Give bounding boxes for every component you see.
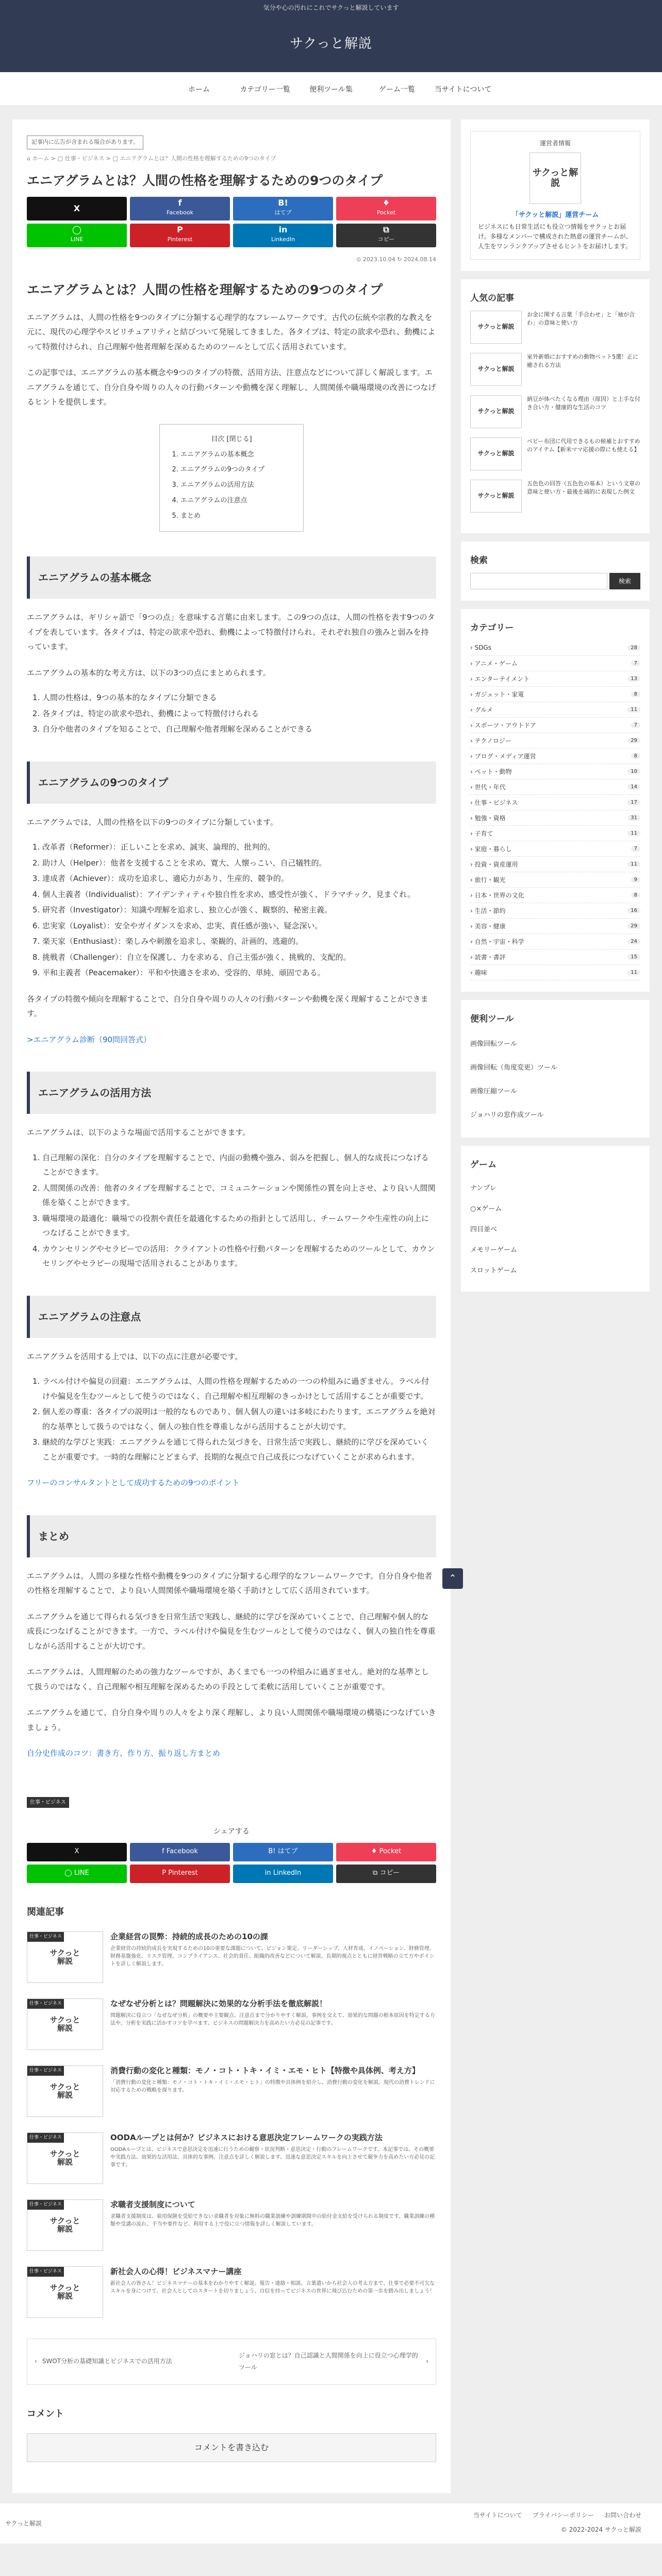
popular-item[interactable] <box>470 437 640 474</box>
category-item[interactable] <box>470 826 640 841</box>
thumb-logo: サクっと解説 <box>49 2283 80 2301</box>
category-item[interactable] <box>470 779 640 795</box>
tools-list <box>470 1031 640 1126</box>
post-navigation <box>27 2338 436 2385</box>
popular-item[interactable] <box>470 353 640 390</box>
share-button[interactable] <box>336 197 436 221</box>
related-thumbnail <box>27 2266 103 2318</box>
category-count: 28 <box>627 645 640 651</box>
share-button[interactable] <box>27 224 127 247</box>
nav-home[interactable]: ホーム <box>188 85 210 94</box>
category-badge: 仕事・ビジネス <box>27 2200 64 2210</box>
share-button[interactable] <box>336 224 436 247</box>
category-count: 7 <box>631 660 640 666</box>
paragraph: エニアグラムは、ギリシャ語で「9つの点」を意味する言葉に由来します。この9つの点は、人間の性格を表す9つのタイプを表しています。各タイプは、特定の欲求や恐れ、動機によって特徴付けられ、それぞれ独自の強みと弱みを持っています。 <box>27 613 435 652</box>
search-form <box>470 573 640 589</box>
category-badge: 仕事・ビジネス <box>27 2267 64 2277</box>
paragraph: エニアグラムを通じて得られる気づきを日常生活で実践し、継続的に学びを深めていくことで、自己理解や個人的な成長につなげることができます。一方で、ラベル付けや偏見を生むツールとして使うのではなく、個人の独自性を尊重しながら活用することが大切です。 <box>27 1612 436 1651</box>
share-icon: f <box>178 198 182 208</box>
popular-title: 納豆が体べたくなる理由（原因）と上手な付き合い方・健康的な生活のコツ <box>527 395 640 411</box>
category-count: 8 <box>631 892 640 898</box>
prev-post-link[interactable] <box>27 2339 231 2384</box>
next-post-title: ジョハリの窓とは？自己認識と人間関係を向上に役立つ心理学的ツール <box>239 2352 418 2371</box>
share-label: LinkedIn <box>271 236 295 243</box>
category-item[interactable] <box>470 872 640 888</box>
popular-title: 人気の記事 <box>470 293 514 303</box>
category-name: › グルメ <box>470 706 493 714</box>
section-heading: エニアグラムの基本概念 <box>27 556 436 599</box>
list-item: 9. 平和主義者（Peacemaker）：平和や快適さを求め、受容的、単純、頑固である。 <box>42 965 436 980</box>
diagnosis-link[interactable]: >エニアグラム診断（90問回答式） <box>27 1035 152 1044</box>
paragraph: エニアグラムを活用する上では、以下の点に注意が必要です。 <box>27 1351 243 1361</box>
category-badge: 仕事・ビジネス <box>27 2066 64 2076</box>
related-thumbnail <box>27 1998 103 2050</box>
toc-item[interactable]: 3. エニアグラムの活用方法 <box>180 478 293 493</box>
popular-title: ベビー布団に代用できるもの候補とおすすめのアイテム【新米ママ応援の際にも使える】 <box>527 437 640 453</box>
category-count: 7 <box>631 722 640 728</box>
category-name: › 生活・節約 <box>470 907 506 914</box>
scroll-top-button[interactable] <box>442 1568 463 1589</box>
category-item[interactable] <box>470 903 640 919</box>
share-icon: ◯ <box>72 225 81 235</box>
related-excerpt: 問題解決に役立つ「なぜなぜ分析」の概要や主要観点、注意点まで分かりやすく解説。事例を交えて、効果的な問題の根本原因を特定する方法や、分析を実践に活かすコツを学べます。ビジネスの問題解決力を高めたい方必見の記事です。 <box>110 2012 435 2026</box>
list-item: 6. 忠実家（Loyalist）：安全やガイダンスを求め、忠実、責任感が強い、疑念深い。 <box>42 919 436 934</box>
popular-list <box>470 311 640 517</box>
share-button[interactable]: X <box>27 1843 127 1861</box>
category-name: › スポーツ・アウトドア <box>470 721 536 729</box>
category-item[interactable] <box>470 687 640 702</box>
operator-name[interactable]: 「サクッと解説」運営チーム <box>511 211 599 219</box>
related-thumbnail <box>27 2132 103 2184</box>
share-button[interactable]: f Facebook <box>130 1843 230 1861</box>
category-badge: 仕事・ビジネス <box>27 2133 64 2143</box>
section-heading: エニアグラムの注意点 <box>27 1296 436 1338</box>
games-title: ゲーム <box>470 1159 496 1170</box>
category-count: 24 <box>627 939 640 944</box>
list-item: 1. 改革者（Reformer）：正しいことを求め、誠実、論理的、批判的。 <box>42 840 436 855</box>
toc-item[interactable]: 5. まとめ <box>180 509 293 524</box>
related-excerpt: 求職者支援制度は、雇用保険を受給できない求職者を対象に無料の職業訓練や訓練期間中の給付金支給を受けられる制度です。職業訓練の種類や受講の流れ、手当や要件など、利用する上で役に立つ情報を詳しく解説しています。 <box>110 2213 435 2227</box>
related-item[interactable] <box>27 2065 436 2122</box>
popular-thumbnail: サクっと解説 <box>470 311 522 344</box>
category-count: 11 <box>627 970 640 975</box>
footer-nav <box>473 2511 641 2519</box>
paragraph: エニアグラムは、以下のような場面で活用することができます。 <box>27 1128 251 1138</box>
category-item[interactable] <box>470 733 640 749</box>
share-bottom <box>27 1843 436 1883</box>
toc-item[interactable]: 4. エニアグラムの注意点 <box>180 493 293 509</box>
paragraph: エニアグラムでは、人間の性格を以下の9つのタイプに分類しています。 <box>27 817 278 827</box>
related-excerpt: 「消費行動の変化と種類：モノ・コト・トキ・イミ・エモ・ヒト」の特徴や具体例を紹介し、消費行動の変化を解説。現代の消費トレンドに対応するための戦略を探ります。 <box>110 2079 435 2093</box>
global-nav <box>0 72 662 106</box>
category-item[interactable] <box>470 795 640 810</box>
share-label: Pocket <box>376 209 396 216</box>
share-title: シェアする <box>213 1827 250 1836</box>
share-label: LINE <box>70 236 84 243</box>
post-dates: ⊙ 2023.10.04 ↻ 2024.08.14 <box>356 256 436 263</box>
category-count: 8 <box>631 691 640 697</box>
list-item: 3. 自分や他者のタイプを知ることで、自己理解や他者理解を深めることができる <box>42 722 436 737</box>
share-label: Pinterest <box>167 236 193 243</box>
category-item[interactable] <box>470 702 640 718</box>
toc-item[interactable]: 2. エニアグラムの9つのタイプ <box>180 462 293 478</box>
share-icon: P <box>177 225 183 235</box>
related-text <box>110 2065 436 2122</box>
list-item: 1. ラベル付けや偏見の回避：エニアグラムは、人間の性格を理解するための一つの枠組みに過ぎません。ラベル付けや偏見を生むツールとして使うのではなく、自己理解や相互理解のきっかけとして活用することが重要です。 <box>42 1374 436 1403</box>
tool-link[interactable]: 画像回転ツール <box>470 1040 517 1048</box>
tool-link[interactable]: ジョハリの窓作成ツール <box>470 1111 544 1120</box>
paragraph: エニアグラムは、人間の多様な性格や動機を9つのタイプに分類する心理学的なフレームワークです。自分自身や他者の性格を理解することで、より良い人間関係や職場環境を築く手助けとして広く活用されています。 <box>27 1571 433 1596</box>
related-title: 関連記事 <box>27 1906 64 1918</box>
nav-games[interactable]: ゲーム一覧 <box>379 85 415 94</box>
list-item: 2. 個人差の尊重：各タイプの説明は一般的なものであり、個人個人の違いは多岐にわたります。エニアグラムを絶対的な基準として扱うのではなく、個人の独自性を尊重しながら活用することが大切です。 <box>42 1404 436 1434</box>
category-count: 15 <box>627 954 640 960</box>
game-link[interactable]: 四目並べ <box>470 1226 498 1234</box>
category-item[interactable] <box>470 857 640 872</box>
related-text <box>110 1998 436 2055</box>
chevron-up-icon: ⌃ <box>449 1573 457 1584</box>
popular-title: お金に関する言葉「手合わせ」と「袖が合わ」の意味と使い方 <box>527 311 635 326</box>
share-label: Facebook <box>167 209 193 216</box>
category-name: › 美容・健康 <box>470 922 506 930</box>
category-name: › 勉強・資格 <box>470 814 506 822</box>
tool-link[interactable]: 画像回転（角度変更）ツール <box>470 1064 557 1072</box>
site-header <box>0 15 662 72</box>
section-heading: エニアグラムの活用方法 <box>27 1072 436 1114</box>
share-button[interactable] <box>130 224 230 247</box>
category-name: › 日本・世界の文化 <box>470 891 524 899</box>
category-count: 11 <box>627 861 640 867</box>
category-name: › ペット・動物 <box>470 768 512 775</box>
category-name: › 世代・年代 <box>470 783 506 791</box>
operator-logo-text: サクっと解説 <box>532 167 578 189</box>
related-item[interactable] <box>27 2266 436 2323</box>
category-name: › 仕事・ビジネス <box>470 799 518 806</box>
share-button[interactable] <box>233 197 333 221</box>
category-count: 9 <box>631 877 640 883</box>
share-button[interactable]: in LinkedIn <box>233 1865 333 1883</box>
popular-item[interactable] <box>470 480 640 517</box>
popular-item[interactable] <box>470 311 640 348</box>
related-excerpt: OODAループとは、ビジネスで意思決定を迅速に行うための観察・状況判断・意思決定・行動のフレームワークです。本記事では、その概要や実践方法、効果的な活用法、具体的な事例、注意点を詳しく解説します。迅速な意思決定スキルを向上させて競争力を高めたい方必見の記事です。 <box>110 2146 435 2168</box>
top-tagline: 気分や心の汚れにこれでサクっと解説しています <box>0 0 662 15</box>
copyright: © 2022-2024 サクっと解説 <box>560 2526 641 2534</box>
popular-thumbnail: サクっと解説 <box>470 437 522 470</box>
paragraph: エニアグラムを通じて、自分自身や周りの人々をより深く理解し、より良い人間関係や職場環境の構築につなげていきましょう。 <box>27 1708 436 1732</box>
tools-title: 便利ツール <box>470 1013 514 1024</box>
intro-paragraph: エニアグラムは、人間の性格を9つのタイプに分類する心理学的なフレームワークです。古代の伝統や宗教的な教えを元に、現代の心理学やスピリチュアリティと結びついて発展してきました。各タイプは、特定の欲求や恐れ、動機によって特徴付けられ、自己理解や他者理解を深めるためのツールとして広く活用されています。 <box>27 312 436 351</box>
footer-link[interactable]: 当サイトについて <box>473 2512 522 2519</box>
thumb-logo: サクっと解説 <box>49 2149 80 2167</box>
share-icon: ♦ <box>382 198 390 208</box>
search-button[interactable]: 検索 <box>609 573 640 589</box>
section-heading: エニアグラムの9つのタイプ <box>27 761 436 804</box>
category-name: › 読書・書評 <box>470 953 506 961</box>
popular-thumbnail: サクっと解説 <box>470 395 522 428</box>
list <box>27 1150 436 1271</box>
category-title: カテゴリー <box>470 622 514 633</box>
list-item: 3. 職場環境の最適化：職場での役割や責任を最適化するための指針として活用し、チームワークや生産性の向上につなげることができます。 <box>42 1211 436 1241</box>
related-inline-link[interactable]: 自分史作成のコツ：書き方、作り方、振り返し方まとめ <box>27 1749 221 1758</box>
related-text <box>110 2199 436 2256</box>
game-link[interactable]: ナンプレ <box>470 1184 496 1193</box>
ad-notice: 記事内に広告が含まれる場合があります。 <box>27 135 143 149</box>
related-item[interactable] <box>27 1931 436 1988</box>
site-title[interactable]: サクっと解説 <box>290 36 372 52</box>
list-item: 3. 継続的な学びと実践：エニアグラムを通じて得られた気づきを、日常生活で実践し、継続的に学びを深めていくことが重要です。一時的な理解にとどまらず、長期的な視点で自己成長につなげていくことが求められます。 <box>42 1435 436 1464</box>
related-excerpt: 新社会人の皆さん！ビジネスマナーの基本をわかりやすく解説。報告・連絡・相談、言葉遣いから社会人の考え方まで、仕事で必要不可欠なスキルを身につけて、社会人としてのスタートを切りましょう。自信を持ってビジネスの世界に飛び込むための第一歩を踏み出しましょう！ <box>110 2280 435 2294</box>
footer-logo[interactable]: サクっと解説 <box>5 2520 42 2528</box>
share-button[interactable] <box>233 224 333 247</box>
category-item[interactable] <box>470 671 640 687</box>
category-name: › 家庭・暮らし <box>470 845 512 853</box>
list-item: 4. 個人主義者（Individualist）：アイデンティティや独自性を求め、感受性が強く、ドラマチック、見まぐれ。 <box>42 887 436 902</box>
category-badge: 仕事・ビジネス <box>27 1932 64 1942</box>
share-button[interactable]: P Pinterest <box>130 1865 230 1883</box>
category-count: 14 <box>627 784 640 790</box>
related-excerpt: 企業経営の持続的成長を実現するための10の重要な課題について、ビジョン策定、リーダーシップ、人材育成、イノベーション、財務管理、財務基盤強化、リスク管理、コンプライアンス、社会的責任、組織的改善などについて解説。長期的視点とともに経営戦略の立て方やポイントを詳しく解説します。 <box>110 1945 435 1967</box>
operator-logo <box>529 152 581 204</box>
category-item[interactable] <box>470 934 640 950</box>
category-name: › SDGs <box>470 644 492 652</box>
category-name: › ガジェット・家電 <box>470 690 524 698</box>
games-list <box>470 1177 640 1280</box>
category-count: 13 <box>627 676 640 682</box>
category-count: 10 <box>627 769 640 774</box>
operator-desc: ビジネスにも日常生活にも役立つ情報をサクッとお届け。多様なメンバーで構成された熱意の運営チームが、人生をワンランクアップさせるヒントをお届けします。 <box>478 223 632 250</box>
related-thumbnail <box>27 2065 103 2117</box>
operator-title: 運営者情報 <box>539 140 571 147</box>
game-link[interactable]: ○×ゲーム <box>470 1205 502 1213</box>
search-title: 検索 <box>470 555 488 566</box>
game-link[interactable]: スロットゲーム <box>470 1267 517 1275</box>
popular-title: 室外新婚におすすめの動物ペット5選！正に癒される方法 <box>527 353 639 368</box>
category-item[interactable] <box>470 764 640 779</box>
list-item: 1. 人間の性格は、9つの基本的なタイプに分類できる <box>42 690 436 705</box>
nav-tools[interactable]: 便利ツール集 <box>309 85 353 94</box>
related-text <box>110 2132 436 2189</box>
category-item[interactable] <box>470 640 640 656</box>
share-button[interactable]: B! はてブ <box>233 1843 333 1861</box>
article-heading: エニアグラムとは？人間の性格を理解するための9つのタイプ <box>27 282 383 297</box>
page-title: エニアグラムとは？人間の性格を理解するための9つのタイプ <box>27 173 383 188</box>
category-name: › 旅行・観光 <box>470 876 506 884</box>
thumb-logo: サクっと解説 <box>49 2015 80 2033</box>
category-name: › エンターテイメント <box>470 675 530 683</box>
thumb-logo: サクっと解説 <box>49 2216 80 2234</box>
operator-card <box>470 131 640 260</box>
related-title: 消費行動の変化と種類：モノ・コト・トキ・イミ・エモ・ヒト【特徴や具体例、考え方】 <box>110 2065 420 2075</box>
popular-title: 五色色の回答（五色色の基本）という文章の意味と使い方・最後を端的に表現した例文 <box>527 480 640 495</box>
footer-link[interactable]: お問い合わせ <box>604 2512 641 2519</box>
related-thumbnail <box>27 2199 103 2251</box>
section-heading: まとめ <box>27 1515 436 1557</box>
game-link[interactable]: メモリーゲーム <box>470 1246 518 1255</box>
category-name: › 自然・宇宙・科学 <box>470 938 524 945</box>
share-top <box>27 197 436 247</box>
next-post-link[interactable] <box>231 2339 436 2384</box>
write-comment-button[interactable]: コメントを書き込む <box>27 2433 436 2462</box>
category-list <box>470 640 640 980</box>
comment-title: コメント <box>27 2408 64 2419</box>
category-name: › ブログ・メディア運営 <box>470 752 536 760</box>
category-name: › 子育て <box>470 829 493 837</box>
category-item[interactable] <box>470 810 640 826</box>
paragraph: エニアグラムは、人間理解のための強力なツールですが、あくまでも一つの枠組みに過ぎません。絶対的な基準として扱うのではなく、自己理解や相互理解を深めるための手段として柔軟に活用していくことが重要です。 <box>27 1667 429 1691</box>
intro-paragraph: この記事では、エニアグラムの基本概念や9つのタイプの特徴、活用方法、注意点などについて詳しく解説します。エニアグラムを通じて、自分自身や周りの人々の行動パターンや動機を深く理解し、人間関係や職場環境の改善につなげるヒントを提供します。 <box>27 368 436 407</box>
category-count: 29 <box>627 923 640 929</box>
category-count: 31 <box>627 815 640 821</box>
popular-thumbnail: サクっと解説 <box>470 480 522 513</box>
list-item: 1. 自己理解の深化：自分のタイプを理解することで、内面の動機や強み、弱みを把握し、個人的な成長につなげることができます。 <box>42 1150 436 1180</box>
share-button[interactable]: ⧉ コピー <box>336 1865 436 1883</box>
share-button[interactable] <box>130 197 230 221</box>
category-name: › 投資・資産運用 <box>470 860 518 868</box>
category-count: 17 <box>627 800 640 805</box>
footer <box>0 2503 662 2544</box>
article <box>12 120 457 2493</box>
related-item[interactable] <box>27 2199 436 2256</box>
category-count: 8 <box>631 753 640 759</box>
footer-link[interactable]: プライバシーポリシー <box>532 2512 594 2519</box>
share-icon: in <box>278 225 288 235</box>
category-count: 11 <box>627 707 640 713</box>
category-name: › テクノロジー <box>470 737 511 744</box>
category-count: 7 <box>631 846 640 852</box>
share-button[interactable]: ♦ Pocket <box>336 1843 436 1861</box>
list-item: 3. 達成者（Achiever）：成功を追求し、適応力があり、生産的、競争的。 <box>42 871 436 886</box>
category-item[interactable] <box>470 749 640 764</box>
type-list <box>27 840 436 980</box>
category-name: › アニメ・ゲーム <box>470 659 518 667</box>
related-text <box>110 2266 436 2323</box>
related-title: OODAループとは何か？ビジネスにおける意思決定フレームワークの実践方法 <box>110 2132 383 2142</box>
category-count: 16 <box>627 908 640 913</box>
category-badge: 仕事・ビジネス <box>27 1999 64 2009</box>
toc-title[interactable]: 目次 [閉じる] <box>211 435 252 443</box>
share-label: はてブ <box>274 209 292 216</box>
nav-categories[interactable]: カテゴリー一覧 <box>240 85 290 94</box>
list <box>27 690 436 737</box>
list <box>27 1374 436 1464</box>
share-label: コピー <box>377 236 395 243</box>
related-list <box>27 1931 436 2323</box>
chevron-right-icon: › <box>426 2358 428 2365</box>
list-item: 8. 挑戦者（Challenger）：自立を保護し、力を求める、自己主張が強く、挑戦的、支配的。 <box>42 950 436 965</box>
category-count: 11 <box>627 831 640 836</box>
related-inline-link[interactable]: フリーのコンサルタントとして成功するための9つのポイント <box>27 1478 240 1488</box>
share-button[interactable]: ◯ LINE <box>27 1865 127 1883</box>
related-item[interactable] <box>27 1998 436 2055</box>
paragraph: 各タイプの特徴や傾向を理解することで、自分自身や周りの人々の行動パターンや動機を深く理解することができます。 <box>27 994 428 1019</box>
related-item[interactable] <box>27 2132 436 2189</box>
tool-link[interactable]: 画像圧縮ツール <box>470 1088 517 1096</box>
category-item[interactable] <box>470 841 640 857</box>
popular-thumbnail: サクっと解説 <box>470 353 522 386</box>
thumb-logo: サクっと解説 <box>49 1948 80 1966</box>
list-item: 2. 各タイプは、特定の欲求や恐れ、動機によって特徴付けられる <box>42 706 436 721</box>
category-count: 29 <box>627 738 640 743</box>
search-input[interactable] <box>470 573 607 589</box>
table-of-contents <box>159 424 304 532</box>
share-icon: B! <box>278 198 288 208</box>
share-icon: ⧉ <box>383 225 389 235</box>
related-title: なぜなぜ分析とは？問題解決に効果的な分析手法を徹底解説！ <box>110 1998 327 2008</box>
list-item: 2. 助け人（Helper）：他者を支援することを求め、寛大、人懐っこい、自己犠牲的。 <box>42 856 436 871</box>
category-item[interactable] <box>470 888 640 903</box>
prev-post-title: SWOT分析の基礎知識とビジネスでの活用方法 <box>42 2358 172 2365</box>
nav-about[interactable]: 当サイトについて <box>434 85 492 94</box>
sidebar <box>461 120 650 2493</box>
related-text <box>110 1931 436 1988</box>
category-tag[interactable]: 仕事・ビジネス <box>27 1797 69 1808</box>
category-item[interactable] <box>470 919 640 934</box>
chevron-left-icon: ‹ <box>35 2358 37 2365</box>
popular-item[interactable] <box>470 395 640 432</box>
list-item: 4. カウンセリングやセラピーでの活用：クライアントの性格や行動パターンを理解するためのツールとして、カウンセリングやセラピーの現場で活用されることがあります。 <box>42 1242 436 1271</box>
toc-item[interactable]: 1. エニアグラムの基本概念 <box>180 447 293 463</box>
paragraph: エニアグラムの基本的な考え方は、以下の3つの点にまとめられます。 <box>27 668 271 677</box>
thumb-logo: サクっと解説 <box>49 2082 80 2100</box>
category-item[interactable] <box>470 965 640 980</box>
related-thumbnail <box>27 1931 103 1983</box>
share-icon: X <box>73 203 80 213</box>
list-item: 2. 人間関係の改善：他者のタイプを理解することで、コミュニケーションや関係性の質を向上させ、より良い人間関係を築くことができます。 <box>42 1181 436 1210</box>
category-item[interactable] <box>470 656 640 671</box>
share-button[interactable] <box>27 197 127 221</box>
list-item: 7. 楽天家（Enthusiast）：楽しみや刺激を追求し、楽観的、計画的、逃避的。 <box>42 934 436 949</box>
related-title: 新社会人の心得！ビジネスマナー講座 <box>110 2266 242 2276</box>
breadcrumb[interactable]: ⌂ ホーム > □ 仕事・ビジネス > □ エニアグラムとは？人間の性格を理解するための9つのタイプ <box>27 155 276 162</box>
related-title: 企業経営の罠弊：持続的成長のための10の課 <box>110 1931 268 1941</box>
related-title: 求職者支援制度について <box>110 2199 195 2209</box>
category-item[interactable] <box>470 718 640 733</box>
category-name: › 趣味 <box>470 969 487 976</box>
category-item[interactable] <box>470 950 640 965</box>
list-item: 5. 研究者（Investigator）：知識や理解を追求し、独立心が強く、観察的、秘密主義。 <box>42 903 436 918</box>
